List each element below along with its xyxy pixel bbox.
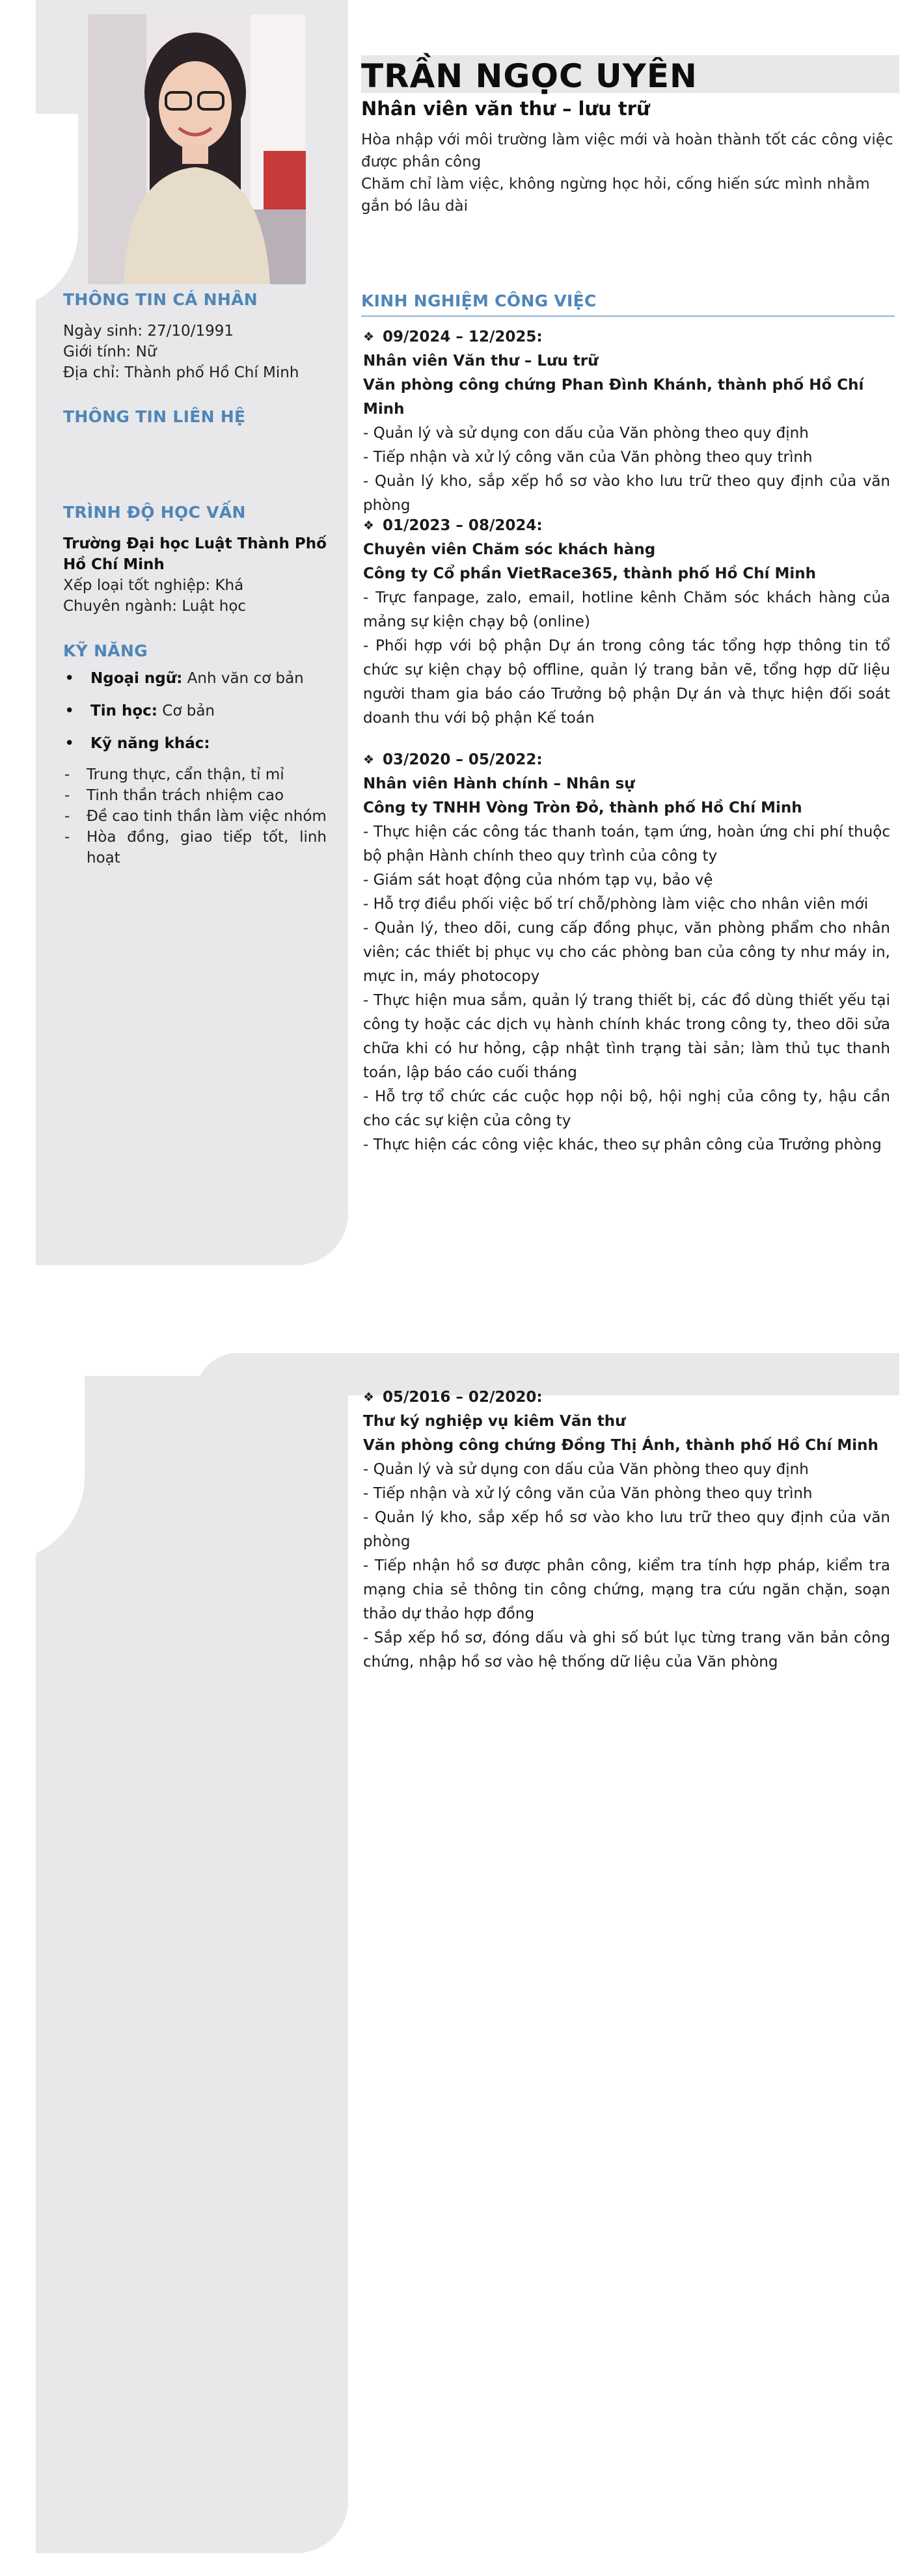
job-task: - Giám sát hoạt động của nhóm tạp vụ, bảo vệ: [363, 872, 713, 889]
diamond-bullet-icon: ❖: [363, 330, 375, 344]
skill-language-value: Anh văn cơ bản: [182, 670, 304, 687]
profile-photo: [88, 14, 306, 284]
job-role: Nhân viên Hành chính – Nhân sự: [363, 775, 635, 792]
job-task: - Tiếp nhận hồ sơ được phân công, kiểm tra tính hợp pháp, kiểm tra mạng chia sẻ thông tin công chứng, mạng tra cứu ngăn chặn, soạn thảo dự thảo hợp đồng: [363, 1557, 890, 1622]
skill-it-label: Tin học:: [90, 703, 157, 719]
job-role: Thư ký nghiệp vụ kiêm Văn thư: [363, 1413, 626, 1430]
soft-skill-item: - Đề cao tinh thần làm việc nhóm: [63, 806, 327, 827]
graduation-grade: Xếp loại tốt nghiệp: Khá: [63, 577, 244, 594]
skills-section: [63, 641, 327, 868]
job-task: - Hỗ trợ điều phối việc bố trí chỗ/phòng làm việc cho nhân viên mới: [363, 896, 869, 913]
job-period-text: 05/2016 – 02/2020:: [383, 1389, 543, 1406]
education-section: [63, 502, 327, 617]
job-task: - Quản lý và sử dụng con dấu của Văn phòng theo quy định: [363, 425, 809, 442]
job-tasks: [363, 422, 890, 518]
birth-date: Ngày sinh: 27/10/1991: [63, 323, 234, 340]
job-company: Văn phòng công chứng Đồng Thị Ánh, thành phố Hồ Chí Minh: [363, 1437, 878, 1454]
skill-it: [63, 701, 327, 721]
skill-it-value: Cơ bản: [157, 703, 215, 719]
portrait-image: [88, 14, 306, 284]
gender: Giới tính: Nữ: [63, 343, 157, 360]
skill-other: [63, 733, 327, 754]
job-task: - Quản lý và sử dụng con dấu của Văn phòng theo quy định: [363, 1461, 809, 1478]
contact-section: [63, 407, 327, 427]
job-period-text: 09/2024 – 12/2025:: [383, 329, 543, 345]
education-title: TRÌNH ĐỘ HỌC VẤN: [63, 503, 246, 522]
job-entry: [363, 514, 890, 731]
job-role: Nhân viên Văn thư – Lưu trữ: [363, 353, 599, 369]
job-tasks: [363, 1458, 890, 1674]
job-task: - Tiếp nhận và xử lý công văn của Văn phòng theo quy trình: [363, 1485, 813, 1502]
job-task: - Quản lý kho, sắp xếp hồ sơ vào kho lưu trữ theo quy định của văn phòng: [363, 1509, 890, 1550]
skills-list: [63, 668, 327, 754]
job-company: Công ty Cổ phần VietRace365, thành phố Hồ Chí Minh: [363, 565, 817, 582]
job-period-text: 03/2020 – 05/2022:: [383, 751, 543, 768]
job-task: - Thực hiện các công việc khác, theo sự phân công của Trưởng phòng: [363, 1136, 882, 1153]
diamond-bullet-icon: ❖: [363, 518, 375, 533]
experience-title: KINH NGHIỆM CÔNG VIỆC: [361, 291, 895, 317]
job-period-text: 01/2023 – 08/2024:: [383, 517, 543, 534]
job-task: - Sắp xếp hồ sơ, đóng dấu và ghi số bút lục từng trang văn bản công chứng, nhập hồ sơ vào hệ thống dữ liệu của Văn phòng: [363, 1630, 890, 1670]
job-company: Văn phòng công chứng Phan Đình Khánh, thành phố Hồ Chí Minh: [363, 377, 864, 418]
job-period: [363, 514, 890, 538]
job-company: Công ty TNHH Vòng Tròn Đỏ, thành phố Hồ Chí Minh: [363, 799, 802, 816]
job-period: [363, 325, 890, 349]
job-period: [363, 1386, 890, 1410]
job-task: - Thực hiện mua sắm, quản lý trang thiết bị, các đồ dùng thiết yếu tại công ty hoặc các dịch vụ hành chính khác trong công ty, theo dõi sửa chữa khi có hư hỏng, cập nhật tình trạng tài sản; làm thủ tục thanh toán, lập báo cáo cuối tháng: [363, 992, 890, 1081]
soft-skill-item: - Hòa đồng, giao tiếp tốt, linh hoạt: [63, 827, 327, 868]
soft-skills-list: [63, 764, 327, 868]
objective-line: Chăm chỉ làm việc, không ngừng học hỏi, cống hiến sức mình nhằm gắn bó lâu dài: [361, 176, 870, 215]
skill-language: [63, 668, 327, 689]
job-task: - Hỗ trợ tổ chức các cuộc họp nội bộ, hội nghị của công ty, hậu cần cho các sự kiện của công ty: [363, 1088, 890, 1129]
personal-info-title: THÔNG TIN CÁ NHÂN: [63, 290, 258, 309]
job-task: - Phối hợp với bộ phận Dự án trong công tác tổng hợp thông tin tổ chức sự kiện chạy bộ offline, quản lý trang bản vẽ, tổng hợp dữ liệu người tham gia báo cáo Trưởng bộ phận Dự án và thực hiện đối soát doanh thu với bộ phận Kế toán: [363, 637, 890, 727]
job-task: - Quản lý kho, sắp xếp hồ sơ vào kho lưu trữ theo quy định của văn phòng: [363, 473, 890, 514]
experience-section: [361, 291, 895, 317]
job-entry: [363, 325, 890, 518]
objective-line: Hòa nhập với môi trường làm việc mới và hoàn thành tốt các công việc được phân công: [361, 131, 893, 170]
job-tasks: [363, 820, 890, 1157]
job-role: Chuyên viên Chăm sóc khách hàng: [363, 541, 656, 558]
diamond-bullet-icon: ❖: [363, 753, 375, 767]
job-period: [363, 748, 890, 772]
major: Chuyên ngành: Luật học: [63, 598, 247, 615]
contact-title: THÔNG TIN LIÊN HỆ: [63, 407, 246, 426]
skills-title: KỸ NĂNG: [63, 641, 148, 660]
job-tasks: [363, 586, 890, 731]
skill-other-label: Kỹ năng khác:: [90, 735, 210, 752]
personal-info-section: [63, 289, 327, 383]
soft-skill-item: - Tinh thần trách nhiệm cao: [63, 785, 327, 806]
job-task: - Quản lý, theo dõi, cung cấp đồng phục, văn phòng phẩm cho nhân viên; các thiết bị phục vụ cho các phòng ban của công ty như máy in, mực in, máy photocopy: [363, 920, 890, 985]
job-entry: [363, 748, 890, 1157]
job-task: - Tiếp nhận và xử lý công văn của Văn phòng theo quy trình: [363, 449, 813, 466]
cv-page-2: [0, 1288, 911, 2576]
candidate-name: TRẦN NGỌC UYÊN: [361, 57, 698, 95]
skill-language-label: Ngoại ngữ:: [90, 670, 183, 687]
career-objective: [361, 129, 895, 217]
job-entry: [363, 1386, 890, 1674]
address: Địa chỉ: Thành phố Hồ Chí Minh: [63, 364, 299, 381]
job-task: - Trực fanpage, zalo, email, hotline kênh Chăm sóc khách hàng của mảng sự kiện chạy bộ (online): [363, 589, 890, 630]
diamond-bullet-icon: ❖: [363, 1390, 375, 1404]
sidebar-background: [36, 1376, 348, 2553]
soft-skill-item: - Trung thực, cẩn thận, tỉ mỉ: [63, 764, 327, 785]
school-name: Trường Đại học Luật Thành Phố Hồ Chí Minh: [63, 535, 327, 573]
job-task: - Thực hiện các công tác thanh toán, tạm ứng, hoàn ứng chi phí thuộc bộ phận Hành chính theo quy trình của công ty: [363, 824, 890, 865]
candidate-job-title: Nhân viên văn thư – lưu trữ: [361, 98, 650, 120]
